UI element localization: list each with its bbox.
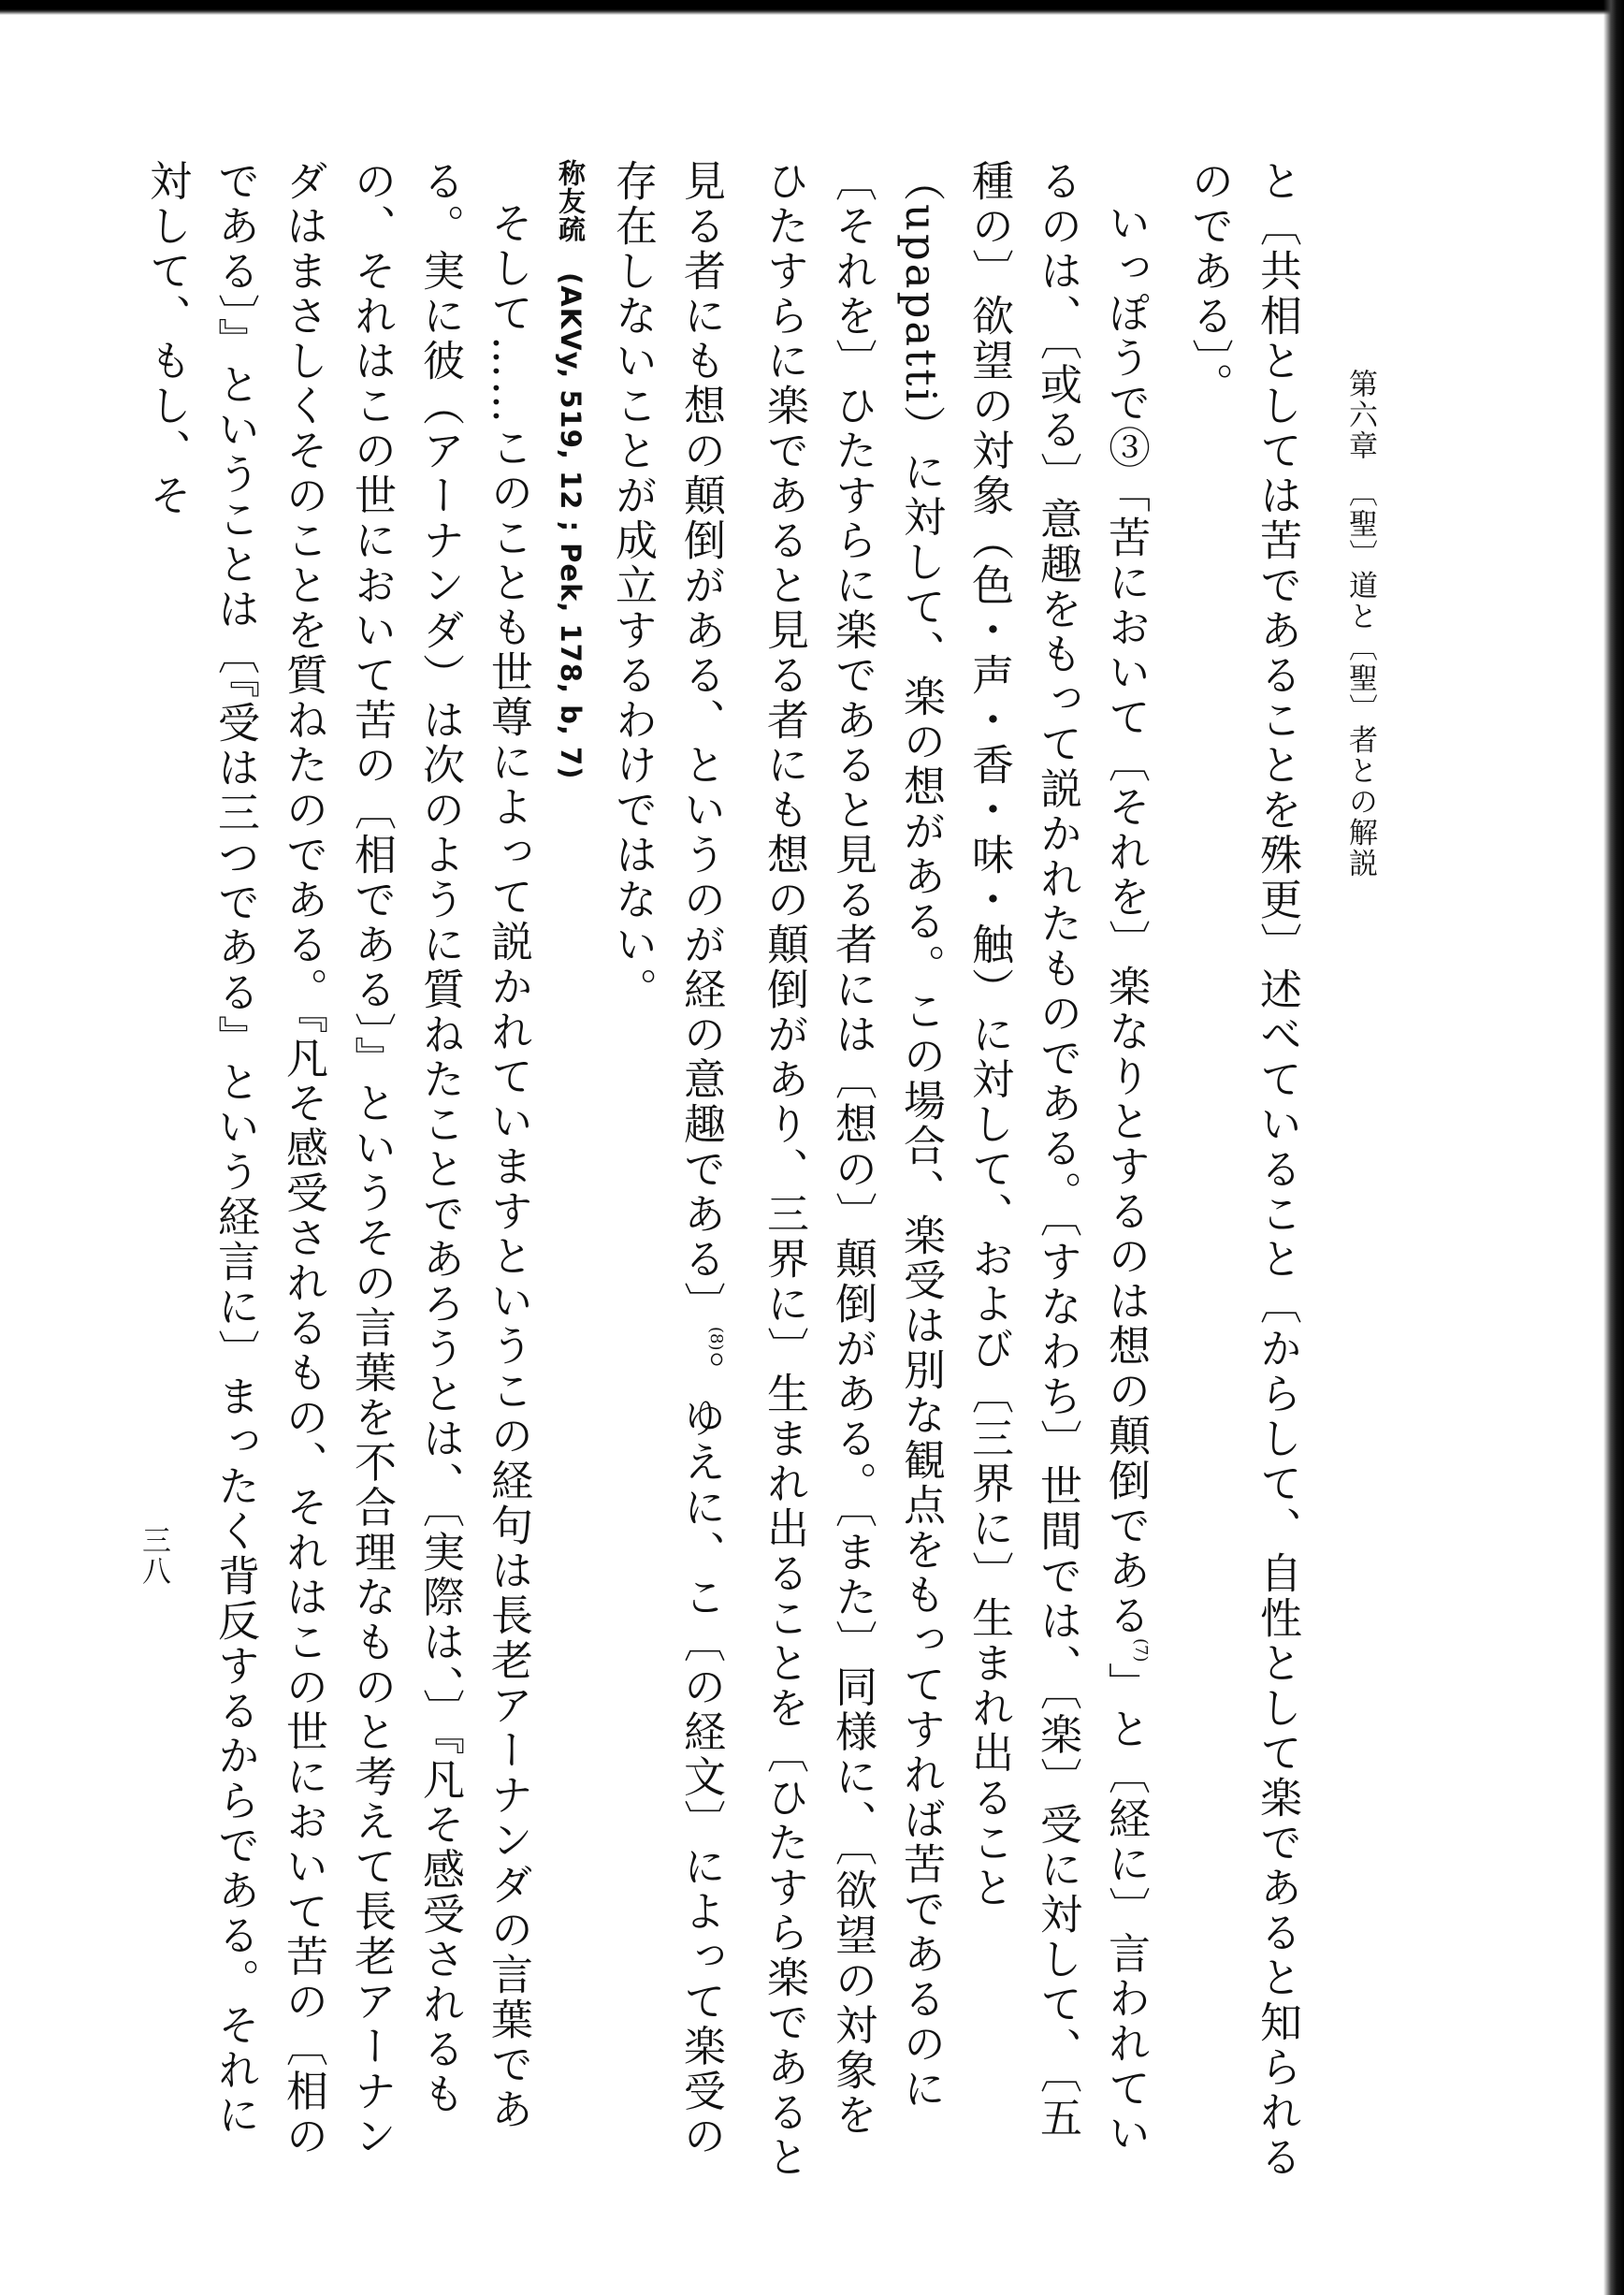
paragraph-3: そして……このことも世尊によって説かれていますというこの経句は長老アーナンダの言葉である。実に彼（アーナンダ）は次のように質ねたことであろうとは、〔実際は、〕『凡そ感受されるもの、それはこの世において苦の〔相である〕』というその言葉を不合理なものと考えて長老アーナンダはまさしくそのことを質ねたのである。『凡そ感受されるもの、それはこの世において苦の〔相のである〕』ということは〔『受は三つである』という経言に〕まったく背反するからである。それに対して、もし、そ: [142, 159, 533, 2159]
scan-top-edge: [0, 0, 1624, 15]
book-page: [133, 159, 1381, 2180]
footnote-ref-7: (7): [1131, 1638, 1151, 1663]
source-label: 称友疏: [555, 159, 587, 243]
paragraph-2-part-1: いっぽうで③「苦において〔それを〕楽なりとするのは想の顛倒である: [1101, 201, 1151, 1638]
footnote-ref-8: (8): [706, 1327, 726, 1351]
body-text: [599, 159, 1312, 2180]
scan-right-edge: [1603, 0, 1624, 2295]
paragraph-2-part-3: 。ゆえに、こ〔の経文〕によって楽受の存在しないことが成立するわけではない。: [608, 159, 726, 2159]
page-number: 三八: [137, 1525, 170, 1587]
running-title: 第六章 〔聖〕道と〔聖〕者との解説: [1343, 369, 1377, 879]
paragraph-2-part-2: 」と〔経に〕言われているのは、〔或る〕意趣をもって説かれたものである。〔すなわち〕世間では、〔楽〕受に対して、〔五種の〕欲望の対象（色・声・香・味・触）に対して、および〔三界に〕生まれ出ること（upapatti）に対して、楽の想がある。この場合、楽受は別な観点をもってすれば苦であるのに〔それを〕ひたすらに楽であると見る者には〔想の〕顛倒がある。〔また〕同様に、〔欲望の対象をひたすらに楽であると見る者にも想の顛倒があり、三界に〕生まれ出ることを〔ひたすら楽であると見る者にも想の顛倒がある、というのが経の意趣である〕: [676, 159, 1151, 2180]
quoted-commentary: [133, 159, 543, 2180]
paragraph-2: [599, 159, 1175, 2180]
paragraph-1: と〔共相としては苦であることを殊更〕述べていること〔からして、自性として楽であると知られるのである〕。: [1184, 159, 1302, 2180]
source-citation: [543, 159, 599, 2180]
source-reference: (AKVy, 519, 12 ; Pek, 178, b, 7): [555, 272, 587, 780]
